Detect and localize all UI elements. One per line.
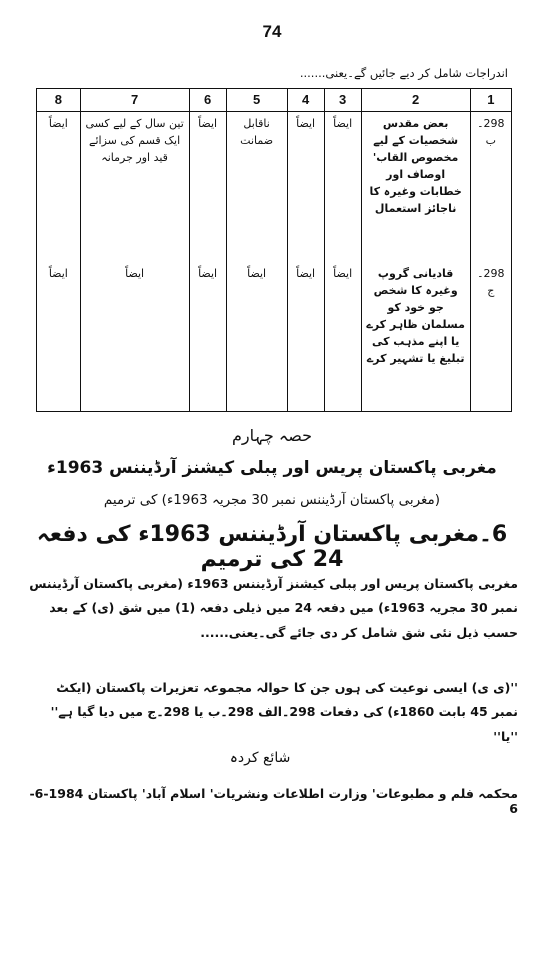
column-header: 4: [287, 89, 324, 112]
publisher-label: شائع کردہ: [229, 750, 291, 766]
table-cell: ایضاً: [37, 262, 81, 412]
column-header: 3: [324, 89, 361, 112]
column-header: 6: [189, 89, 226, 112]
amendment-body: مغربی پاکستان پریس اور پبلی کیشنز آرڈیننس 1963ء (مغربی پاکستان آرڈیننس نمبر 30 مجریہ 1963ء) میں دفعہ 24 میں ذیلی دفعہ (1) میں شق (ی) کے بعد حسب ذیل نئی شق شامل کر دی جائے گی۔یعنی......: [29, 576, 518, 640]
column-header: 2: [361, 89, 470, 112]
column-header: 7: [80, 89, 189, 112]
publisher-department: محکمہ فلم و مطبوعات' وزارت اطلاعات ونشریات' اسلام آباد' پاکستان 1984-6-6: [29, 786, 518, 816]
intro-line: اندراجات شامل کر دیے جائیں گے۔یعنی.......: [299, 66, 508, 80]
table-cell: ایضاً: [287, 262, 324, 412]
ordinance-title: مغربی پاکستان پریس اور پبلی کیشنز آرڈیننس 1963ء: [47, 458, 497, 478]
ordinance-subtitle: (مغربی پاکستان آرڈیننس نمبر 30 مجریہ 1963ء) کی ترمیم: [103, 492, 441, 508]
schedule-table: [36, 88, 512, 412]
table-cell: ایضاً: [287, 112, 324, 262]
table-cell: تین سال کے لیے کسی ایک قسم کی سزائے قید اور جرمانہ: [80, 112, 189, 262]
section-heading: 6۔مغربی پاکستان آرڈیننس 1963ء کی دفعہ 24 کی ترمیم: [36, 522, 508, 572]
part-heading: حصہ چہارم: [232, 426, 312, 445]
table-cell: ایضاً: [324, 112, 361, 262]
inserted-clause: ''(ی ی) ایسی نوعیت کی ہوں جن کا حوالہ مجموعہ تعزیرات پاکستان (ایکٹ نمبر 45 بابت 1860ء) کی دفعات 298۔الف 298۔ب یا 298۔ج میں دیا گیا ہے'' ''یا'': [50, 680, 518, 744]
page-number: 74: [262, 22, 282, 41]
table-row: [37, 112, 512, 262]
column-header: 8: [37, 89, 81, 112]
table-header-row: [37, 89, 512, 112]
table-cell: 298۔ ب: [470, 112, 511, 262]
table-cell: ایضاً: [324, 262, 361, 412]
column-header: 5: [226, 89, 287, 112]
table-row: [37, 262, 512, 412]
table-cell: ایضاً: [189, 112, 226, 262]
column-header: 1: [470, 89, 511, 112]
table-cell: بعض مقدس شخصیات کے لیے مخصوص القاب' اوصاف اور خطابات وغیرہ کا ناجائز استعمال: [361, 112, 470, 262]
table-cell: قادیانی گروپ وغیرہ کا شخص جو خود کو مسلمان ظاہر کرے یا اپنے مذہب کی تبلیغ یا تشہیر کرے: [361, 262, 470, 412]
table-cell: ناقابل ضمانت: [226, 112, 287, 262]
table-cell: ایضاً: [189, 262, 226, 412]
table-cell: 298۔ ج: [470, 262, 511, 412]
table-cell: ایضاً: [37, 112, 81, 262]
table-cell: ایضاً: [80, 262, 189, 412]
table-cell: ایضاً: [226, 262, 287, 412]
